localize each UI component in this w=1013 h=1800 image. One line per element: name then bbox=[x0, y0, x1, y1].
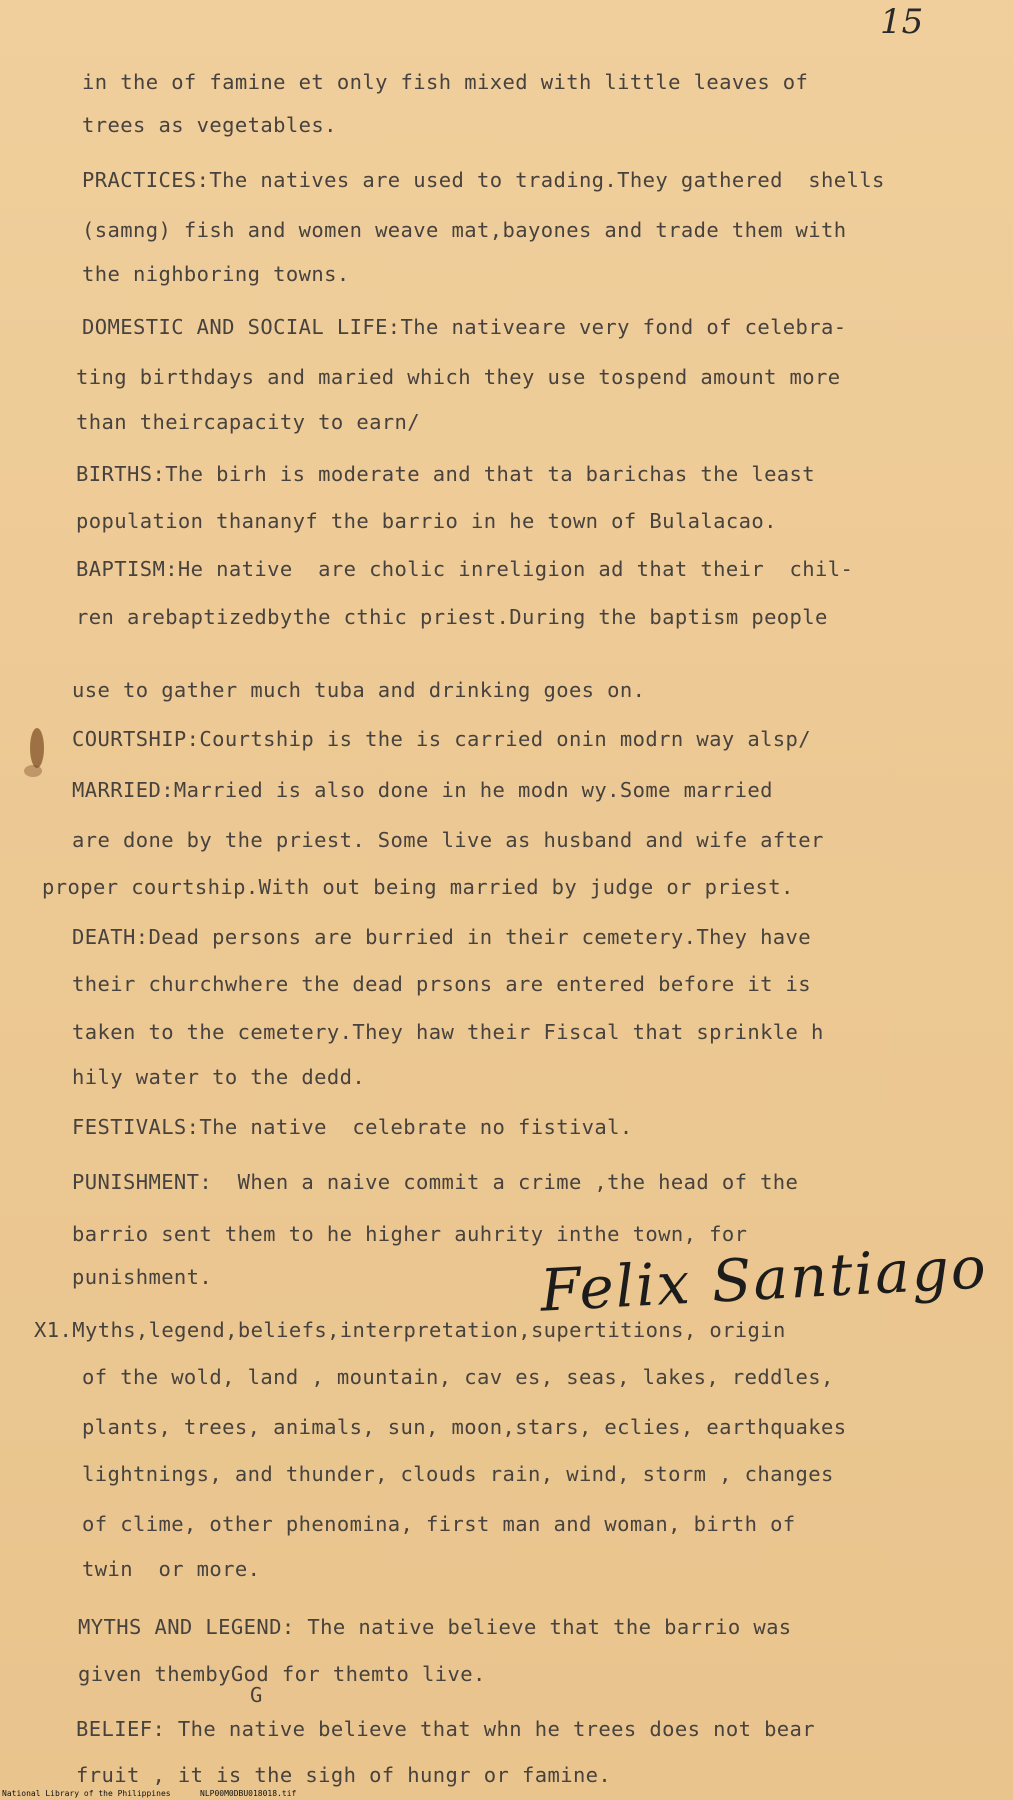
text-line: BIRTHS:The birh is moderate and that ta barichas the least bbox=[76, 462, 816, 486]
text-line: (samng) fish and women weave mat,bayones and trade them with bbox=[82, 218, 847, 242]
text-line: trees as vegetables. bbox=[82, 113, 337, 137]
text-line: ting birthdays and maried which they use tospend amount more bbox=[76, 365, 841, 389]
text-line: BELIEF: The native believe that whn he trees does not bear bbox=[76, 1717, 816, 1741]
text-line: lightnings, and thunder, clouds rain, wind, storm , changes bbox=[82, 1462, 834, 1486]
text-line: PUNISHMENT: When a naive commit a crime ,the head of the bbox=[72, 1170, 799, 1194]
text-line: PRACTICES:The natives are used to trading.They gathered shells bbox=[82, 168, 885, 192]
text-line: taken to the cemetery.They haw their Fiscal that sprinkle h bbox=[72, 1020, 824, 1044]
text-line: use to gather much tuba and drinking goes on. bbox=[72, 678, 646, 702]
text-line: of the wold, land , mountain, cav es, seas, lakes, reddles, bbox=[82, 1365, 834, 1389]
page-number: 15 bbox=[880, 2, 924, 42]
text-line: ren arebaptizedbythe cthic priest.During the baptism people bbox=[76, 605, 828, 629]
text-line: FESTIVALS:The native celebrate no fistival. bbox=[72, 1115, 633, 1139]
text-line: plants, trees, animals, sun, moon,stars, eclies, earthquakes bbox=[82, 1415, 847, 1439]
text-line: their churchwhere the dead prsons are entered before it is bbox=[72, 972, 812, 996]
text-line: BAPTISM:He native are cholic inreligion ad that their chil- bbox=[76, 557, 854, 581]
text-line: proper courtship.With out being married by judge or priest. bbox=[42, 875, 794, 899]
text-line: COURTSHIP:Courtship is the is carried onin modrn way alsp/ bbox=[72, 727, 812, 751]
footer-file-name: NLP00M0DBU018018.tif bbox=[200, 1789, 297, 1798]
text-line: in the of famine et only fish mixed with little leaves of bbox=[82, 70, 809, 94]
text-line: than theircapacity to earn/ bbox=[76, 410, 421, 434]
ink-stain bbox=[30, 728, 44, 768]
text-line: fruit , it is the sigh of hungr or famine. bbox=[76, 1763, 612, 1787]
ink-stain bbox=[24, 765, 42, 777]
text-line: the nighboring towns. bbox=[82, 262, 350, 286]
text-line: twin or more. bbox=[82, 1557, 261, 1581]
text-line: hily water to the dedd. bbox=[72, 1065, 366, 1089]
text-line: population thananyf the barrio in he town of Bulalacao. bbox=[76, 509, 777, 533]
text-line: DOMESTIC AND SOCIAL LIFE:The nativeare very fond of celebra- bbox=[82, 315, 847, 339]
text-line: of clime, other phenomina, first man and woman, birth of bbox=[82, 1512, 796, 1536]
text-line: MARRIED:Married is also done in he modn wy.Some married bbox=[72, 778, 773, 802]
text-line: MYTHS AND LEGEND: The native believe that the barrio was bbox=[78, 1615, 792, 1639]
text-line: G bbox=[250, 1683, 263, 1707]
text-line: punishment. bbox=[72, 1265, 213, 1289]
handwritten-signature: Felix Santiago bbox=[538, 1233, 990, 1325]
text-line: barrio sent them to he higher auhrity inthe town, for bbox=[72, 1222, 748, 1246]
text-line: DEATH:Dead persons are burried in their cemetery.They have bbox=[72, 925, 812, 949]
footer-library-label: National Library of the Philippines bbox=[2, 1789, 171, 1798]
text-line: are done by the priest. Some live as husband and wife after bbox=[72, 828, 824, 852]
text-line: X1.Myths,legend,beliefs,interpretation,supertitions, origin bbox=[34, 1318, 786, 1342]
text-line: given thembyGod for themto live. bbox=[78, 1662, 486, 1686]
